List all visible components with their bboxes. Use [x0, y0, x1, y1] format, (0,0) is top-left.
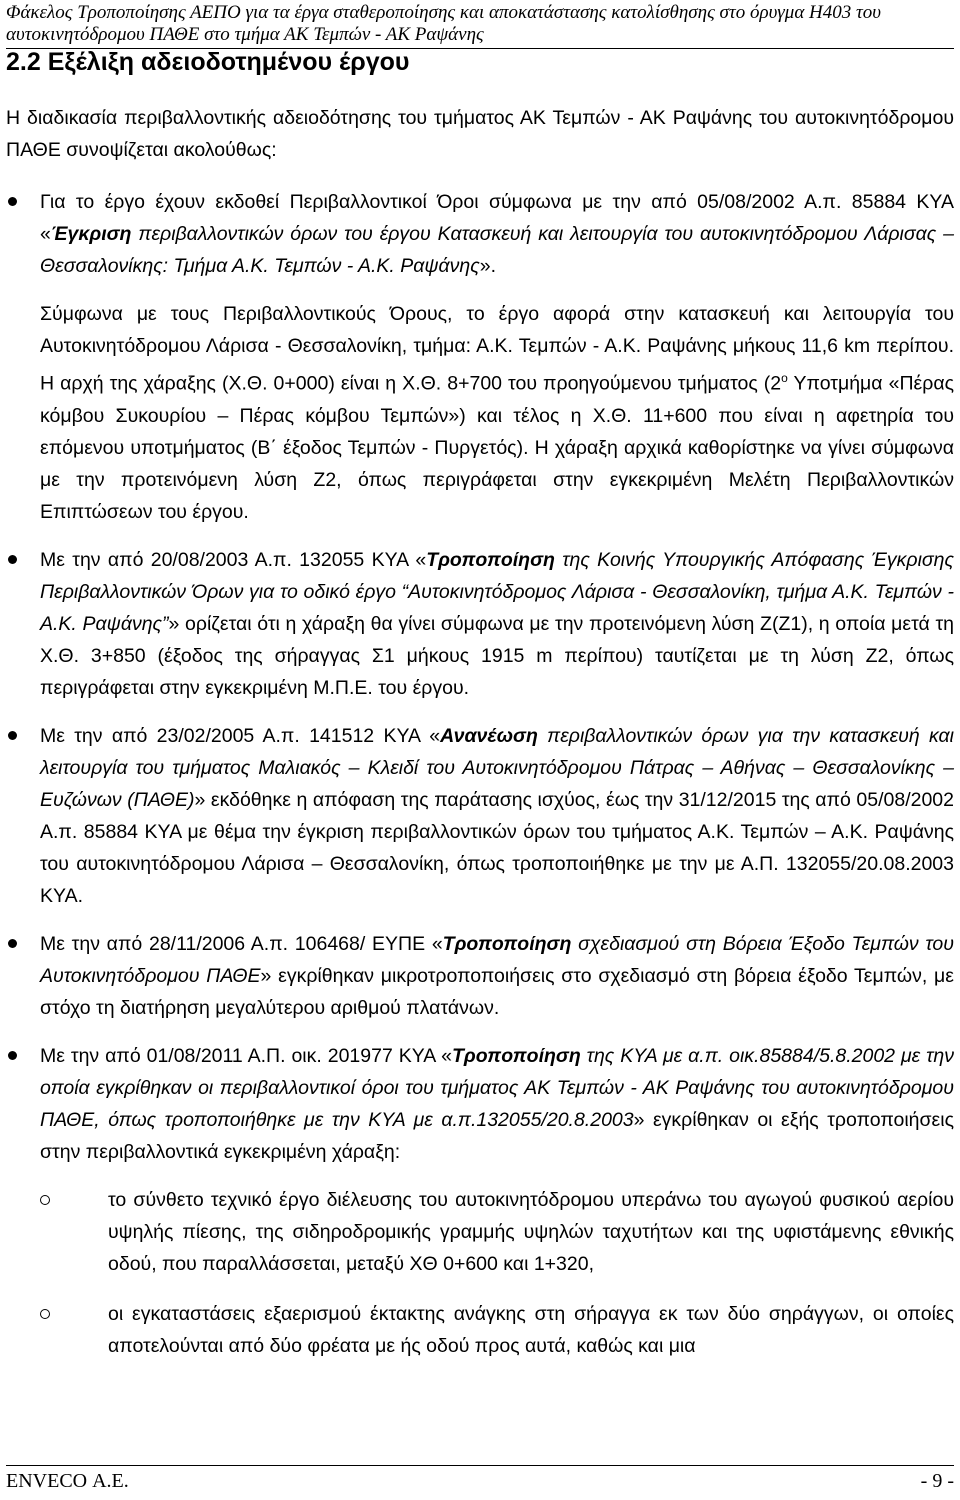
list-item — [6, 1040, 954, 1168]
bullet-text: Με την από 28/11/2006 Α.π. 106468/ ΕΥΠΕ «Τροποποίηση σχεδιασμού στη Βόρεια Έξοδο Τεμπών του Αυτοκινητόδρομου ΠΑΘΕ» εγκρίθηκαν μικροτροποποιήσεις στο σχεδιασμό στη βόρεια έξοδο Τεμπών, με στόχο τη διατήρηση μεγαλύτερου αριθμού πλατάνων. — [40, 932, 954, 1019]
bullet-marker — [6, 1040, 40, 1168]
circle-bullet-marker — [40, 1298, 108, 1362]
list-item — [6, 544, 954, 704]
footer-company: ENVECO Α.Ε. — [6, 1470, 129, 1492]
bullet-text: Για το έργο έχουν εκδοθεί Περιβαλλοντικοί Όροι σύμφωνα με την από 05/08/2002 Α.π. 85884 ΚΥΑ «Έγκριση περιβαλλοντικών όρων του έργου Κατασκευή και λειτουργία του αυτοκινητόδρομου Λάρισας – Θεσσαλονίκης: Τμήμα Α.Κ. Τεμπών - Α.Κ. Ραψάνης». — [40, 191, 954, 277]
sub-list-text: οι εγκαταστάσεις εξαερισμού έκτακτης ανάγκης στη σήραγγα εκ των δύο σηράγγων, οι οποίες αποτελούνται από δύο φρέατα με ής οδού προς αυτά, καθώς και μια — [108, 1302, 954, 1357]
circle-bullet-marker — [40, 1184, 108, 1280]
header-text: Φάκελος Τροποποίησης ΑΕΠΟ για τα έργα σταθεροποίησης και αποκατάστασης κατολίσθησης στο όρυγμα Η403 του αυτοκινητόδρομου ΠΑΘΕ στο τμήμα ΑΚ Τεμπών - ΑΚ Ραψάνης — [6, 2, 882, 45]
bullet-subparagraph: Σύμφωνα με τους Περιβαλλοντικούς Όρους, το έργο αφορά στην κατασκευή και λειτουργία του Αυτοκινητόδρομου Λάρισα - Θεσσαλονίκη, τμήμα: Α.Κ. Τεμπών - Α.Κ. Ραψάνης μήκους 11,6 km περίπου. Η αρχή της χάραξης (Χ.Θ. 0+000) είναι η Χ.Θ. 8+700 του προηγούμενου τμήματος ($2^o$ Υποτμήμα «Πέρας κόμβου Συκουρίου – Πέρας κόμβου Τεμπών») και τέλος η Χ.Θ. 11+600 που είναι η αφετηρία του επόμενου υποτμήματος (Β΄ έξοδος Τεμπών - Πυργετός). Η χάραξη αρχικά καθορίστηκε να γίνει σύμφωνα με την προτεινόμενη λύση Ζ2, όπως περιγράφεται στην εγκεκριμένη Μελέτη Περιβαλλοντικών Επιπτώσεων του έργου. — [40, 303, 954, 523]
bullet-marker — [6, 544, 40, 704]
bullet-marker — [6, 186, 40, 528]
page-header — [6, 2, 954, 49]
sub-list-item — [40, 1298, 954, 1362]
page-number: - 9 - — [920, 1470, 954, 1492]
intro-paragraph: Η διαδικασία περιβαλλοντικής αδειοδότησης του τμήματος ΑΚ Τεμπών - ΑΚ Ραψάνης του αυτοκινητόδρομου ΠΑΘΕ συνοψίζεται ακολούθως: — [6, 107, 954, 161]
bullet-marker — [6, 720, 40, 912]
page-content — [6, 44, 954, 1380]
sub-list-item — [40, 1184, 954, 1280]
bullet-text: Με την από 23/02/2005 Α.π. 141512 ΚΥΑ «Ανανέωση περιβαλλοντικών όρων για την κατασκευή και λειτουργία του τμήματος Μαλιακός – Κλειδί του Αυτοκινητόδρομου Πάτρας – Αθήνας – Θεσσαλονίκης – Ευζώνων (ΠΑΘΕ)» εκδόθηκε η απόφαση της παράτασης ισχύος, έως την 31/12/2015 της από 05/08/2002 Α.π. 85884 ΚΥΑ με θέμα την έγκριση περιβαλλοντικών όρων του τμήματος Α.Κ. Τεμπών – Α.Κ. Ραψάνης του αυτοκινητόδρομου Λάρισα – Θεσσαλονίκη, όπως τροποποιήθηκε με την με Α.Π. 132055/20.08.2003 ΚΥΑ. — [40, 724, 954, 907]
bullet-text: Με την από 20/08/2003 Α.π. 132055 ΚΥΑ «Τροποποίηση της Κοινής Υπουργικής Απόφασης Έγκρισης Περιβαλλοντικών Όρων για το οδικό έργο “Αυτοκινητόδρομος Λάρισα - Θεσσαλονίκη, τμήμα Α.Κ. Τεμπών - Α.Κ. Ραψάνης”» ορίζεται ότι η χάραξη θα γίνει σύμφωνα με την προτεινόμενη λύση Ζ(Ζ1), η οποία μετά τη Χ.Θ. 3+850 (έξοδος της σήραγγας Σ1 μήκους 1915 m περίπου) ταυτίζεται με τη λύση Ζ2, όπως περιγράφεται στην εγκεκριμένη Μ.Π.Ε. του έργου. — [40, 548, 954, 699]
list-item — [6, 720, 954, 912]
section-title: 2.2 Εξέλιξη αδειοδοτημένου έργου — [6, 48, 410, 76]
list-item — [6, 186, 954, 528]
list-item — [6, 928, 954, 1024]
bullet-marker — [6, 928, 40, 1024]
sub-list-text: το σύνθετο τεχνικό έργο διέλευσης του αυτοκινητόδρομου υπεράνω του αγωγού φυσικού αερίου υψηλής πίεσης, της σιδηροδρομικής γραμμής υψηλών ταχυτήτων και της υφιστάμενης εθνικής οδού, που παραλλάσσεται, μεταξύ ΧΘ 0+600 και 1+320, — [108, 1188, 954, 1275]
page-footer — [6, 1465, 954, 1493]
bullet-text: Με την από 01/08/2011 Α.Π. οικ. 201977 ΚΥΑ «Τροποποίηση της ΚΥΑ με α.π. οικ.85884/5.8.2002 με την οποία εγκρίθηκαν οι περιβαλλοντικοί όροι του τμήματος ΑΚ Τεμπών - ΑΚ Ραψάνης του αυτοκινητόδρομου ΠΑΘΕ, όπως τροποποιήθηκε με την ΚΥΑ με α.π.132055/20.8.2003» εγκρίθηκαν οι εξής τροποποιήσεις στην περιβαλλοντικά εγκεκριμένη χάραξη: — [40, 1044, 954, 1163]
